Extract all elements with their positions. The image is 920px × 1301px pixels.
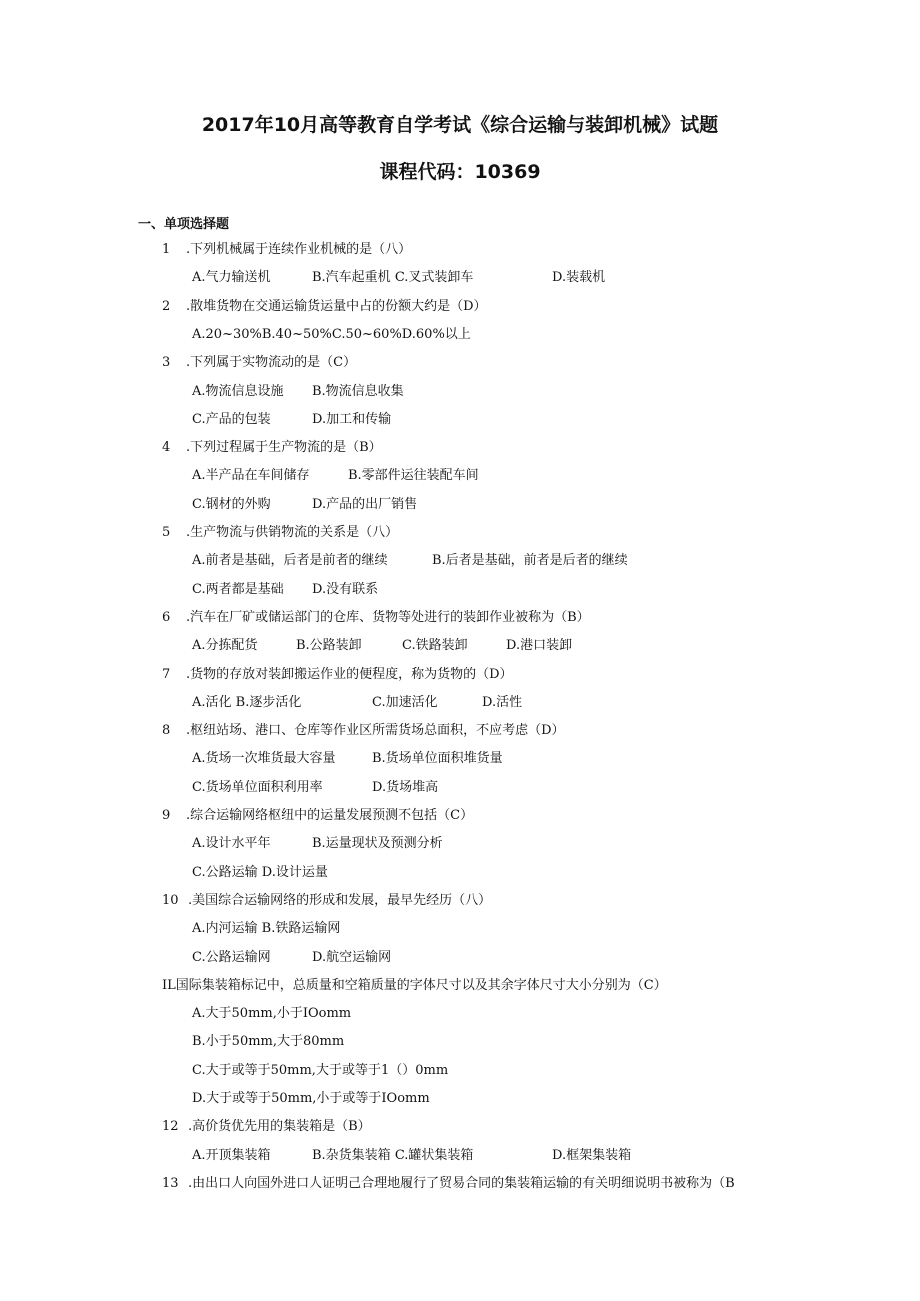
question-text: .汽车在厂矿或储运部门的仓库、货物等处进行的装卸作业被称为（B）: [186, 609, 590, 625]
answer-option: A.大于50mm,小于IOomm: [192, 1006, 352, 1022]
question-number: 2: [162, 298, 171, 314]
answer-option: D.加工和传输: [312, 411, 392, 427]
answer-option: C.加速活化: [372, 694, 438, 710]
question-text: .下列属于实物流动的是（C）: [186, 355, 357, 371]
answer-option: C.货场单位面积利用率: [192, 779, 323, 795]
answer-option: D.没有联系: [312, 581, 379, 597]
answer-option: A.半产品在车间储存: [192, 468, 310, 484]
course-code: 课程代码：10369: [379, 161, 541, 183]
answer-option: A.开顶集装箱: [192, 1147, 271, 1163]
answer-option: A.分拣配货: [192, 638, 258, 654]
answer-option: A.物流信息设施: [192, 383, 284, 399]
answer-option: A.内河运输 B.铁路运输网: [192, 921, 341, 937]
answer-option: B.物流信息收集: [312, 383, 404, 399]
answer-option: D.活性: [482, 694, 523, 710]
answer-option: D.产品的出厂销售: [312, 496, 418, 512]
answer-option: B.汽车起重机 C.叉式装卸车: [312, 270, 474, 286]
answer-option: A.活化 B.逐步活化: [192, 694, 302, 710]
answer-option: B.运量现状及预测分析: [312, 836, 443, 852]
answer-option: B.杂货集装箱 C.罐状集装箱: [312, 1147, 474, 1163]
answer-option: A.货场一次堆货最大容量: [192, 751, 336, 767]
answer-option: D.大于或等于50mm,小于或等于IOomm: [192, 1091, 430, 1106]
answer-option: B.零部件运往装配车间: [348, 468, 479, 484]
answer-option: C.产品的包装: [192, 411, 271, 427]
page-title: 2017年10月高等教育自学考试《综合运输与装卸机械》试题: [201, 114, 719, 136]
answer-option: A.前者是基础，后者是前者的继续: [192, 553, 388, 569]
question-number: 7: [162, 666, 171, 682]
section-heading: 一、单项选择题: [138, 217, 230, 232]
answer-option: C.两者都是基础: [192, 581, 284, 597]
question-number: 13: [162, 1175, 179, 1191]
answer-option: B.货场单位面积堆货量: [372, 751, 503, 767]
answer-option: D.货场堆高: [372, 779, 439, 795]
question-number: 9: [162, 808, 171, 823]
question-text: .生产物流与供销物流的关系是（八）: [186, 525, 399, 540]
question-number: 5: [162, 525, 171, 540]
answer-option: B.后者是基础，前者是后者的继续: [432, 553, 628, 569]
answer-option: A.设计水平年: [192, 836, 271, 852]
question-text: .综合运输网络枢纽中的运量发展预测不包括（C）: [186, 808, 474, 823]
answer-option: A.气力输送机: [192, 270, 271, 286]
question-number: 6: [162, 609, 171, 625]
question-number: 12: [162, 1119, 179, 1135]
answer-option: D.装载机: [552, 270, 606, 286]
question-text: .由出口人向国外进口人证明己合理地履行了贸易合同的集装箱运输的有关明细说明书被称为（B: [188, 1175, 735, 1191]
question-number: 8: [162, 723, 171, 739]
answer-option: C.铁路装卸: [402, 638, 468, 654]
question-number: 1: [162, 242, 171, 257]
answer-option: C.大于或等于50mm,大于或等于1（）0mm: [192, 1062, 449, 1078]
answer-option: A.20~30%B.40~50%C.50~60%D.60%以上: [192, 326, 471, 342]
question-text: .枢纽站场、港口、仓库等作业区所需货场总面积，不应考虑（D）: [186, 723, 565, 739]
question-number: 10: [162, 892, 179, 908]
answer-option: D.航空运输网: [312, 949, 392, 965]
answer-option: C.公路运输 D.设计运量: [192, 864, 328, 880]
question-text: IL国际集装箱标记中，总质量和空箱质量的字体尺寸以及其余字体尺寸大小分别为（C）: [162, 977, 667, 993]
answer-option: C.公路运输网: [192, 949, 271, 965]
question-text: .美国综合运输网络的形成和发展，最早先经历（八）: [188, 892, 492, 908]
question-number: 4: [162, 440, 171, 456]
answer-option: B.公路装卸: [296, 638, 362, 654]
question-text: .散堆货物在交通运输货运量中占的份额大约是（D）: [186, 298, 487, 314]
question-text: .货物的存放对装卸搬运作业的便程度，称为货物的（D）: [186, 666, 513, 682]
answer-option: D.框架集装箱: [552, 1147, 632, 1163]
answer-option: C.钢材的外购: [192, 496, 271, 512]
answer-option: B.小于50mm,大于80mm: [192, 1034, 345, 1050]
question-number: 3: [162, 355, 171, 371]
answer-option: D.港口装卸: [506, 638, 573, 654]
question-text: .下列过程属于生产物流的是（B）: [186, 440, 382, 456]
question-text: .高价货优先用的集装箱是（B）: [188, 1119, 371, 1135]
question-text: .下列机械属于连续作业机械的是（八）: [186, 242, 412, 257]
